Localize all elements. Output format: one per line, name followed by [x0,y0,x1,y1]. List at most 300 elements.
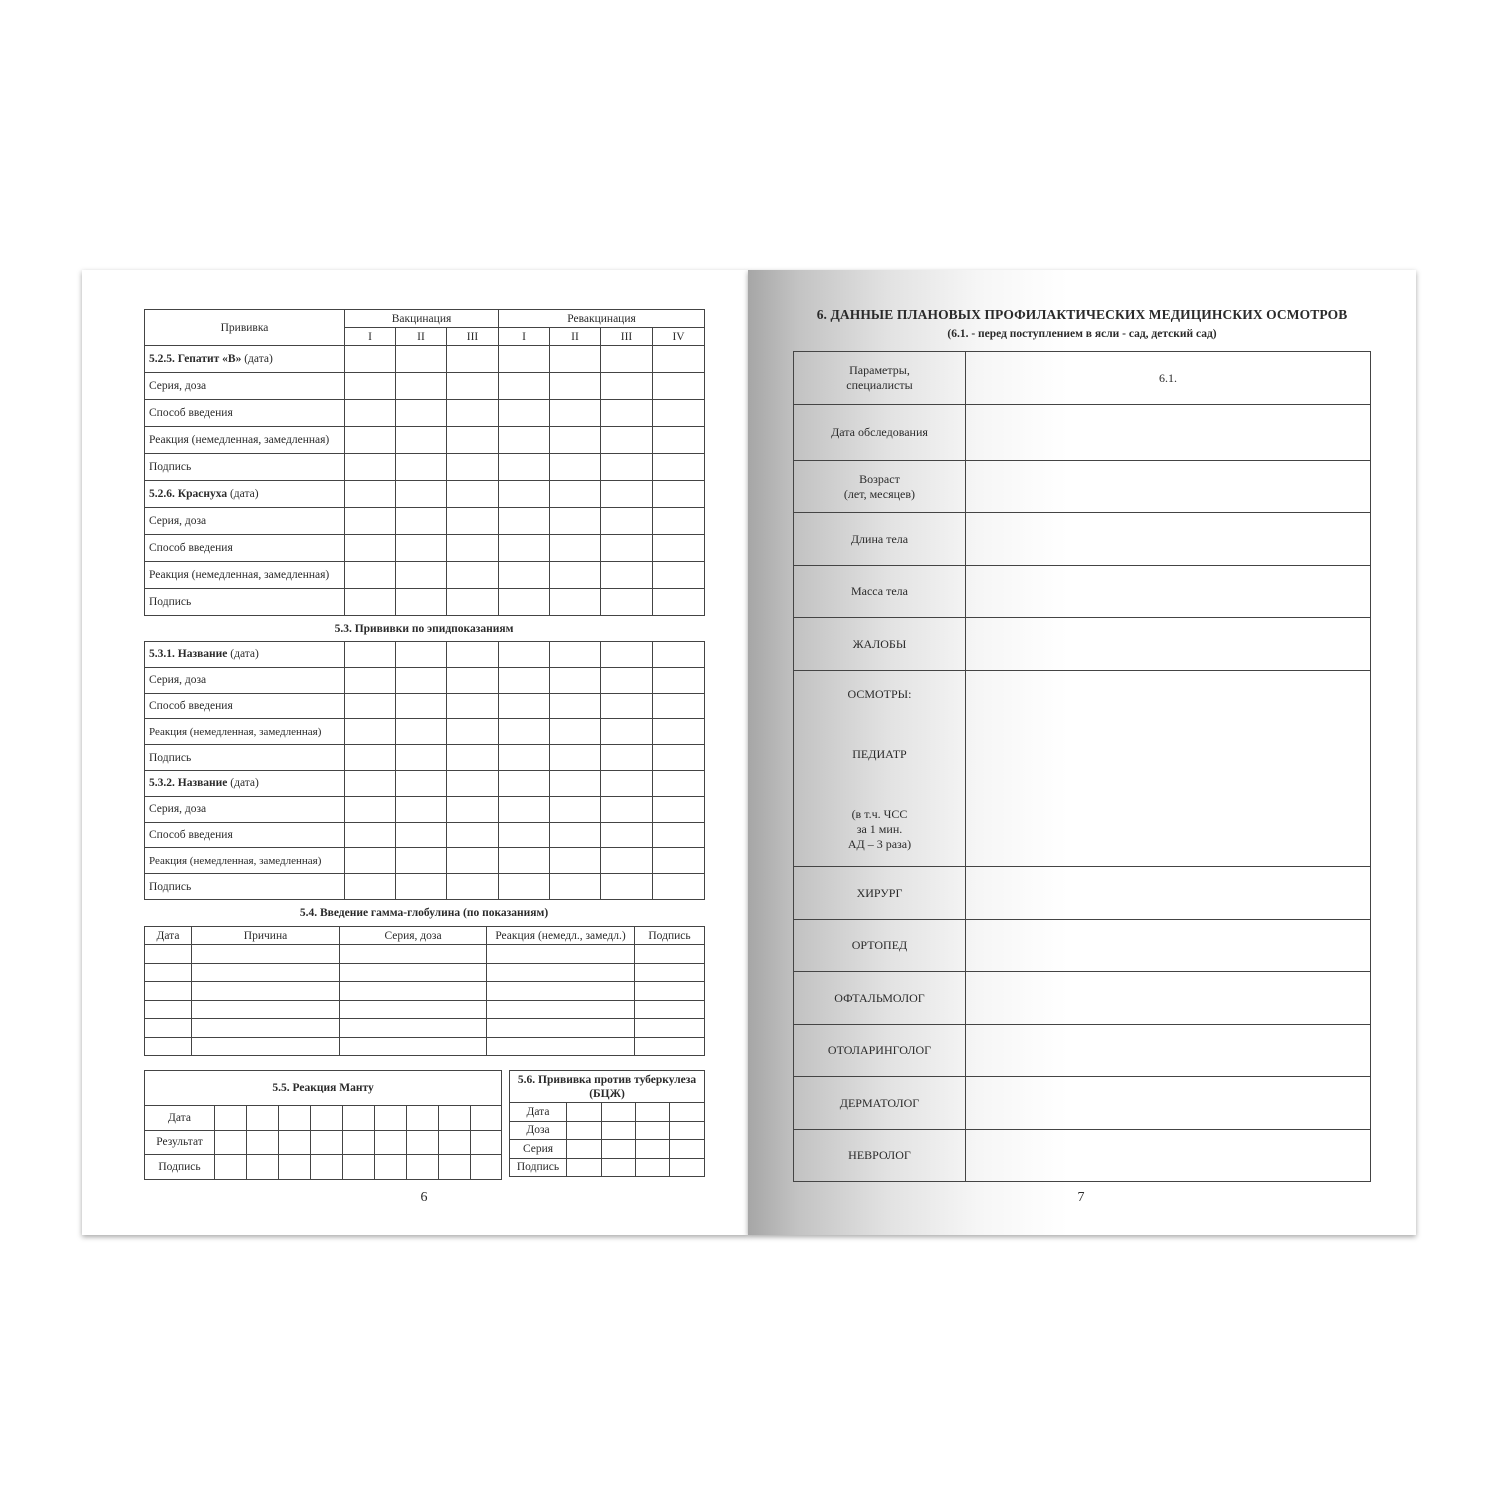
entry-cell[interactable] [396,481,447,508]
entry-cell[interactable] [670,1103,705,1122]
entry-cell[interactable] [966,405,1371,461]
entry-cell[interactable] [345,745,396,771]
entry-cell[interactable] [966,513,1371,566]
entry-cell[interactable] [601,562,653,589]
col-header-parameters: Параметры, специалисты [794,352,966,405]
entry-cell[interactable] [966,461,1371,513]
entry-cell[interactable] [345,346,396,373]
entry-cell[interactable] [550,562,601,589]
examinations-table [793,351,1371,1182]
entry-cell[interactable] [396,427,447,454]
row-label: Результат [145,1130,215,1155]
row-label: Подпись [145,589,345,616]
entry-cell[interactable] [567,1158,602,1177]
entry-cell[interactable] [345,796,396,822]
entry-cell[interactable] [396,589,447,616]
entry-cell[interactable] [499,589,550,616]
entry-cell[interactable] [447,719,499,745]
entry-cell[interactable] [215,1106,247,1131]
entry-cell[interactable] [396,535,447,562]
page-subtitle: (6.1. - перед поступлением в ясли - сад, детский сад) [947,328,1217,340]
entry-cell[interactable] [601,822,653,848]
row-label: Доза [510,1121,567,1140]
entry-cell[interactable] [447,745,499,771]
entry-cell[interactable] [345,770,396,796]
entry-cell[interactable] [192,963,340,982]
bcg-table [509,1070,705,1177]
row-label: Подпись [145,745,345,771]
entry-cell[interactable] [550,535,601,562]
entry-cell[interactable] [601,796,653,822]
entry-cell[interactable] [345,373,396,400]
entry-cell[interactable] [550,693,601,719]
pediatr-label: ПЕДИАТР [852,747,907,761]
entry-cell[interactable] [602,1103,636,1122]
entry-cell[interactable] [653,822,705,848]
entry-cell[interactable] [601,346,653,373]
entry-cell[interactable] [499,535,550,562]
entry-cell[interactable] [145,945,192,964]
entry-cell[interactable] [653,874,705,900]
entry-cell[interactable] [343,1106,375,1131]
col-header-reaction: Реакция (немедл., замедл.) [487,927,635,945]
entry-cell[interactable] [601,481,653,508]
row-label: Дата [145,1106,215,1131]
entry-cell[interactable] [487,982,635,1001]
entry-cell[interactable] [499,770,550,796]
entry-cell[interactable] [550,373,601,400]
entry-cell[interactable] [407,1106,439,1131]
entry-cell[interactable] [601,874,653,900]
entry-cell[interactable] [966,671,1371,867]
entry-cell[interactable] [601,642,653,668]
entry-cell[interactable] [601,373,653,400]
entry-cell[interactable] [375,1130,407,1155]
entry-cell[interactable] [396,454,447,481]
entry-cell[interactable] [396,400,447,427]
entry-cell[interactable] [345,454,396,481]
entry-cell[interactable] [601,693,653,719]
entry-cell[interactable] [966,920,1371,972]
entry-cell[interactable] [447,562,499,589]
bcg-title: 5.6. Прививка против туберкулеза (БЦЖ) [510,1071,705,1103]
entry-cell[interactable] [345,642,396,668]
entry-cell[interactable] [550,589,601,616]
entry-cell[interactable] [439,1130,471,1155]
entry-cell[interactable] [447,667,499,693]
entry-cell[interactable] [499,874,550,900]
entry-cell[interactable] [279,1130,311,1155]
entry-cell[interactable] [550,719,601,745]
entry-cell[interactable] [550,508,601,535]
row-label-neurologist: НЕВРОЛОГ [794,1130,966,1182]
entry-cell[interactable] [375,1155,407,1180]
entry-cell[interactable] [215,1155,247,1180]
row-label-exam-date: Дата обследования [794,405,966,461]
sub-header: I [345,328,396,346]
entry-cell[interactable] [487,1019,635,1038]
entry-cell[interactable] [550,745,601,771]
entry-cell[interactable] [407,1130,439,1155]
entry-cell[interactable] [499,642,550,668]
entry-cell[interactable] [550,427,601,454]
entry-cell[interactable] [636,1121,670,1140]
entry-cell[interactable] [311,1106,343,1131]
row-label: Реакция (немедленная, замедленная) [145,427,345,454]
entry-cell[interactable] [447,508,499,535]
entry-cell[interactable] [447,346,499,373]
entry-cell[interactable] [345,427,396,454]
section-heading: 5.3.1. Название (дата) [145,642,345,668]
entry-cell[interactable] [447,427,499,454]
entry-cell[interactable] [192,982,340,1001]
entry-cell[interactable] [499,562,550,589]
entry-cell[interactable] [340,982,487,1001]
entry-cell[interactable] [340,1037,487,1056]
sub-header: III [447,328,499,346]
entry-cell[interactable] [966,618,1371,671]
entry-cell[interactable] [653,770,705,796]
entry-cell[interactable] [192,1019,340,1038]
entry-cell[interactable] [653,535,705,562]
entry-cell[interactable] [343,1155,375,1180]
entry-cell[interactable] [471,1155,502,1180]
entry-cell[interactable] [550,822,601,848]
entry-cell[interactable] [636,1158,670,1177]
entry-cell[interactable] [345,562,396,589]
section-heading: 5.2.6. Краснуха (дата) [145,481,345,508]
entry-cell[interactable] [345,848,396,874]
epid-vaccination-table [144,641,705,900]
entry-cell[interactable] [345,874,396,900]
entry-cell[interactable] [966,1025,1371,1077]
entry-cell[interactable] [499,693,550,719]
entry-cell[interactable] [567,1140,602,1159]
sub-header: III [601,328,653,346]
entry-cell[interactable] [439,1155,471,1180]
entry-cell[interactable] [345,508,396,535]
row-label-orthoped: ОРТОПЕД [794,920,966,972]
entry-cell[interactable] [145,1019,192,1038]
entry-cell[interactable] [345,589,396,616]
pediatr-note: (в т.ч. ЧСС за 1 мин. АД – 3 раза) [847,807,912,851]
entry-cell[interactable] [635,963,705,982]
entry-cell[interactable] [145,982,192,1001]
entry-cell[interactable] [966,867,1371,920]
sub-header: II [550,328,601,346]
entry-cell[interactable] [447,822,499,848]
entry-cell[interactable] [499,745,550,771]
entry-cell[interactable] [635,982,705,1001]
vaccination-table [144,309,705,616]
entry-cell[interactable] [447,642,499,668]
entry-cell[interactable] [966,1077,1371,1130]
entry-cell[interactable] [499,719,550,745]
entry-cell[interactable] [447,373,499,400]
entry-cell[interactable] [670,1121,705,1140]
entry-cell[interactable] [499,427,550,454]
entry-cell[interactable] [499,346,550,373]
entry-cell[interactable] [653,589,705,616]
entry-cell[interactable] [247,1155,279,1180]
entry-cell[interactable] [550,642,601,668]
col-header-revacc: Ревакцинация [499,310,705,328]
mantu-table [144,1070,502,1180]
entry-cell[interactable] [471,1106,502,1131]
entry-cell[interactable] [447,796,499,822]
row-label: Подпись [145,874,345,900]
section-heading: 5.3.2. Название (дата) [145,770,345,796]
entry-cell[interactable] [653,796,705,822]
entry-cell[interactable] [396,667,447,693]
entry-cell[interactable] [447,481,499,508]
sub-header: II [396,328,447,346]
entry-cell[interactable] [447,400,499,427]
entry-cell[interactable] [396,770,447,796]
entry-cell[interactable] [311,1130,343,1155]
row-label: Подпись [510,1158,567,1177]
entry-cell[interactable] [635,945,705,964]
row-label-length: Длина тела [794,513,966,566]
entry-cell[interactable] [447,693,499,719]
entry-cell[interactable] [487,963,635,982]
entry-cell[interactable] [653,508,705,535]
entry-cell[interactable] [396,373,447,400]
col-header-reason: Причина [192,927,340,945]
entry-cell[interactable] [499,822,550,848]
entry-cell[interactable] [499,848,550,874]
entry-cell[interactable] [550,770,601,796]
entry-cell[interactable] [340,1000,487,1019]
entry-cell[interactable] [653,481,705,508]
left-page [82,270,748,1235]
entry-cell[interactable] [499,508,550,535]
row-label-otolaryngologist: ОТОЛАРИНГОЛОГ [794,1025,966,1077]
row-label: Серия, доза [145,373,345,400]
entry-cell[interactable] [567,1121,602,1140]
section-heading: 5.2.5. Гепатит «В» (дата) [145,346,345,373]
entry-cell[interactable] [670,1140,705,1159]
entry-cell[interactable] [653,848,705,874]
entry-cell[interactable] [966,566,1371,618]
entry-cell[interactable] [375,1106,407,1131]
entry-cell[interactable] [447,848,499,874]
entry-cell[interactable] [345,400,396,427]
row-label: Реакция (немедленная, замедленная) [145,562,345,589]
entry-cell[interactable] [499,373,550,400]
entry-cell[interactable] [602,1158,636,1177]
entry-cell[interactable] [145,963,192,982]
right-page [748,270,1416,1235]
entry-cell[interactable] [601,427,653,454]
entry-cell[interactable] [601,400,653,427]
entry-cell[interactable] [653,373,705,400]
entry-cell[interactable] [550,454,601,481]
row-label: Серия, доза [145,508,345,535]
entry-cell[interactable] [343,1130,375,1155]
row-label-age: Возраст (лет, месяцев) [794,461,966,513]
entry-cell[interactable] [192,945,340,964]
row-label-pediatr [794,671,966,867]
row-label: Реакция (немедленная, замедленная) [145,719,345,745]
entry-cell[interactable] [396,508,447,535]
col-header-vacc: Вакцинация [345,310,499,328]
entry-cell[interactable] [145,1037,192,1056]
entry-cell[interactable] [653,562,705,589]
entry-cell[interactable] [499,454,550,481]
row-label: Серия [510,1140,567,1159]
entry-cell[interactable] [499,796,550,822]
entry-cell[interactable] [311,1155,343,1180]
col-header-signature: Подпись [635,927,705,945]
row-label-complaints: ЖАЛОБЫ [794,618,966,671]
entry-cell[interactable] [279,1106,311,1131]
entry-cell[interactable] [601,848,653,874]
entry-cell[interactable] [471,1130,502,1155]
col-header-6-1: 6.1. [966,352,1371,405]
entry-cell[interactable] [653,693,705,719]
entry-cell[interactable] [340,1019,487,1038]
row-label: Способ введения [145,822,345,848]
entry-cell[interactable] [247,1106,279,1131]
entry-cell[interactable] [602,1140,636,1159]
entry-cell[interactable] [550,346,601,373]
entry-cell[interactable] [487,1037,635,1056]
entry-cell[interactable] [340,945,487,964]
entry-cell[interactable] [601,719,653,745]
entry-cell[interactable] [635,1000,705,1019]
entry-cell[interactable] [396,848,447,874]
entry-cell[interactable] [396,642,447,668]
entry-cell[interactable] [396,745,447,771]
entry-cell[interactable] [499,400,550,427]
entry-cell[interactable] [550,481,601,508]
entry-cell[interactable] [345,693,396,719]
entry-cell[interactable] [340,963,487,982]
entry-cell[interactable] [653,719,705,745]
col-header-date: Дата [145,927,192,945]
entry-cell[interactable] [601,589,653,616]
entry-cell[interactable] [636,1103,670,1122]
entry-cell[interactable] [550,667,601,693]
entry-cell[interactable] [396,346,447,373]
row-label-dermatologist: ДЕРМАТОЛОГ [794,1077,966,1130]
section-title-epid: 5.3. Прививки по эпидпоказаниям [334,623,514,635]
entry-cell[interactable] [601,667,653,693]
entry-cell[interactable] [670,1158,705,1177]
entry-cell[interactable] [439,1106,471,1131]
section-title-gamma: 5.4. Введение гамма-глобулина (по показаниям) [299,907,549,919]
row-label-mass: Масса тела [794,566,966,618]
entry-cell[interactable] [635,1037,705,1056]
entry-cell[interactable] [396,562,447,589]
entry-cell[interactable] [192,1037,340,1056]
entry-cell[interactable] [345,822,396,848]
entry-cell[interactable] [447,770,499,796]
entry-cell[interactable] [653,745,705,771]
row-label: Дата [510,1103,567,1122]
row-label: Подпись [145,1155,215,1180]
row-label: Реакция (немедленная, замедленная) [145,848,345,874]
exams-label: ОСМОТРЫ: [847,687,912,701]
entry-cell[interactable] [396,719,447,745]
entry-cell[interactable] [145,1000,192,1019]
entry-cell[interactable] [487,945,635,964]
gamma-globulin-table [144,926,705,1056]
entry-cell[interactable] [447,535,499,562]
entry-cell[interactable] [653,346,705,373]
row-label-ophthalmologist: ОФТАЛЬМОЛОГ [794,972,966,1025]
entry-cell[interactable] [550,796,601,822]
entry-cell[interactable] [396,822,447,848]
entry-cell[interactable] [345,667,396,693]
sub-header: I [499,328,550,346]
row-label: Подпись [145,454,345,481]
entry-cell[interactable] [447,874,499,900]
entry-cell[interactable] [653,642,705,668]
row-label: Способ введения [145,693,345,719]
entry-cell[interactable] [966,972,1371,1025]
row-label: Серия, доза [145,796,345,822]
entry-cell[interactable] [601,454,653,481]
entry-cell[interactable] [499,481,550,508]
row-label: Серия, доза [145,667,345,693]
entry-cell[interactable] [447,589,499,616]
sub-header: IV [653,328,705,346]
entry-cell[interactable] [550,874,601,900]
entry-cell[interactable] [602,1121,636,1140]
entry-cell[interactable] [345,719,396,745]
entry-cell[interactable] [635,1019,705,1038]
row-label-surgeon: ХИРУРГ [794,867,966,920]
entry-cell[interactable] [601,745,653,771]
entry-cell[interactable] [396,693,447,719]
row-label: Способ введения [145,400,345,427]
entry-cell[interactable] [567,1103,602,1122]
entry-cell[interactable] [247,1130,279,1155]
entry-cell[interactable] [192,1000,340,1019]
entry-cell[interactable] [396,796,447,822]
entry-cell[interactable] [499,667,550,693]
entry-cell[interactable] [653,400,705,427]
entry-cell[interactable] [550,400,601,427]
row-label: Способ введения [145,535,345,562]
page-title: 6. ДАННЫЕ ПЛАНОВЫХ ПРОФИЛАКТИЧЕСКИХ МЕДИЦИНСКИХ ОСМОТРОВ [816,307,1348,322]
entry-cell[interactable] [345,535,396,562]
entry-cell[interactable] [396,874,447,900]
entry-cell[interactable] [407,1155,439,1180]
entry-cell[interactable] [447,454,499,481]
entry-cell[interactable] [215,1130,247,1155]
mantu-title: 5.5. Реакция Манту [145,1071,502,1106]
entry-cell[interactable] [966,1130,1371,1182]
col-header-vaccination: Прививка [145,310,345,346]
page-number: 7 [1077,1190,1085,1205]
entry-cell[interactable] [653,427,705,454]
entry-cell[interactable] [550,848,601,874]
entry-cell[interactable] [653,454,705,481]
entry-cell[interactable] [487,1000,635,1019]
entry-cell[interactable] [653,667,705,693]
page-number: 6 [420,1190,428,1205]
entry-cell[interactable] [345,481,396,508]
entry-cell[interactable] [601,535,653,562]
entry-cell[interactable] [601,508,653,535]
col-header-series: Серия, доза [340,927,487,945]
entry-cell[interactable] [601,770,653,796]
entry-cell[interactable] [279,1155,311,1180]
entry-cell[interactable] [636,1140,670,1159]
